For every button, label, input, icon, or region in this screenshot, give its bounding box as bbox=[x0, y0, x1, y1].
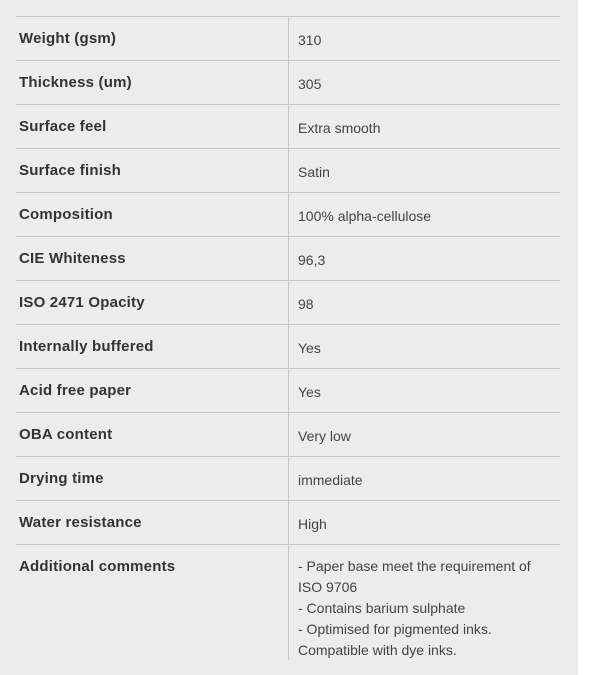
spec-value: immediate bbox=[288, 457, 560, 500]
spec-label: Additional comments bbox=[19, 558, 176, 575]
spec-label: CIE Whiteness bbox=[19, 250, 126, 267]
spec-value: Satin bbox=[288, 149, 560, 192]
spec-label: Internally buffered bbox=[19, 338, 154, 355]
comment-line: - Optimised for pigmented inks. Compatible with dye inks. bbox=[298, 621, 492, 658]
spec-row-acid-free bbox=[16, 369, 560, 413]
spec-row-opacity bbox=[16, 281, 560, 325]
spec-value: 98 bbox=[288, 281, 560, 324]
spec-row-oba-content bbox=[16, 413, 560, 457]
spec-value: Yes bbox=[288, 325, 560, 368]
spec-label: Drying time bbox=[19, 470, 104, 487]
spec-row-weight bbox=[16, 17, 560, 61]
spec-row-internally-buffered bbox=[16, 325, 560, 369]
spec-value bbox=[288, 545, 560, 660]
spec-value: Yes bbox=[288, 369, 560, 412]
spec-value: 100% alpha-cellulose bbox=[288, 193, 560, 236]
spec-label: Acid free paper bbox=[19, 382, 132, 399]
spec-row-composition bbox=[16, 193, 560, 237]
spec-value: 305 bbox=[288, 61, 560, 104]
spec-value: High bbox=[288, 501, 560, 544]
spec-label: Water resistance bbox=[19, 514, 142, 531]
spec-label: ISO 2471 Opacity bbox=[19, 294, 145, 311]
spec-row-thickness bbox=[16, 61, 560, 105]
spec-row-additional-comments bbox=[16, 545, 560, 660]
comment-line: - Contains barium sulphate bbox=[298, 600, 466, 616]
spec-row-water-resistance bbox=[16, 501, 560, 545]
spec-label: Thickness (um) bbox=[19, 74, 132, 91]
spec-row-cie-whiteness bbox=[16, 237, 560, 281]
spec-value: Very low bbox=[288, 413, 560, 456]
spec-value: Extra smooth bbox=[288, 105, 560, 148]
spec-label: OBA content bbox=[19, 426, 113, 443]
spec-label: Surface finish bbox=[19, 162, 121, 179]
spec-value: 310 bbox=[288, 17, 560, 60]
spec-label: Surface feel bbox=[19, 118, 107, 135]
spec-label: Weight (gsm) bbox=[19, 30, 117, 47]
comment-line: - Paper base meet the requirement of ISO 9706 bbox=[298, 558, 531, 595]
spec-label: Composition bbox=[19, 206, 113, 223]
spec-row-drying-time bbox=[16, 457, 560, 501]
spec-row-surface-finish bbox=[16, 149, 560, 193]
spec-value: 96,3 bbox=[288, 237, 560, 280]
spec-row-surface-feel bbox=[16, 105, 560, 149]
spec-table bbox=[16, 16, 560, 660]
